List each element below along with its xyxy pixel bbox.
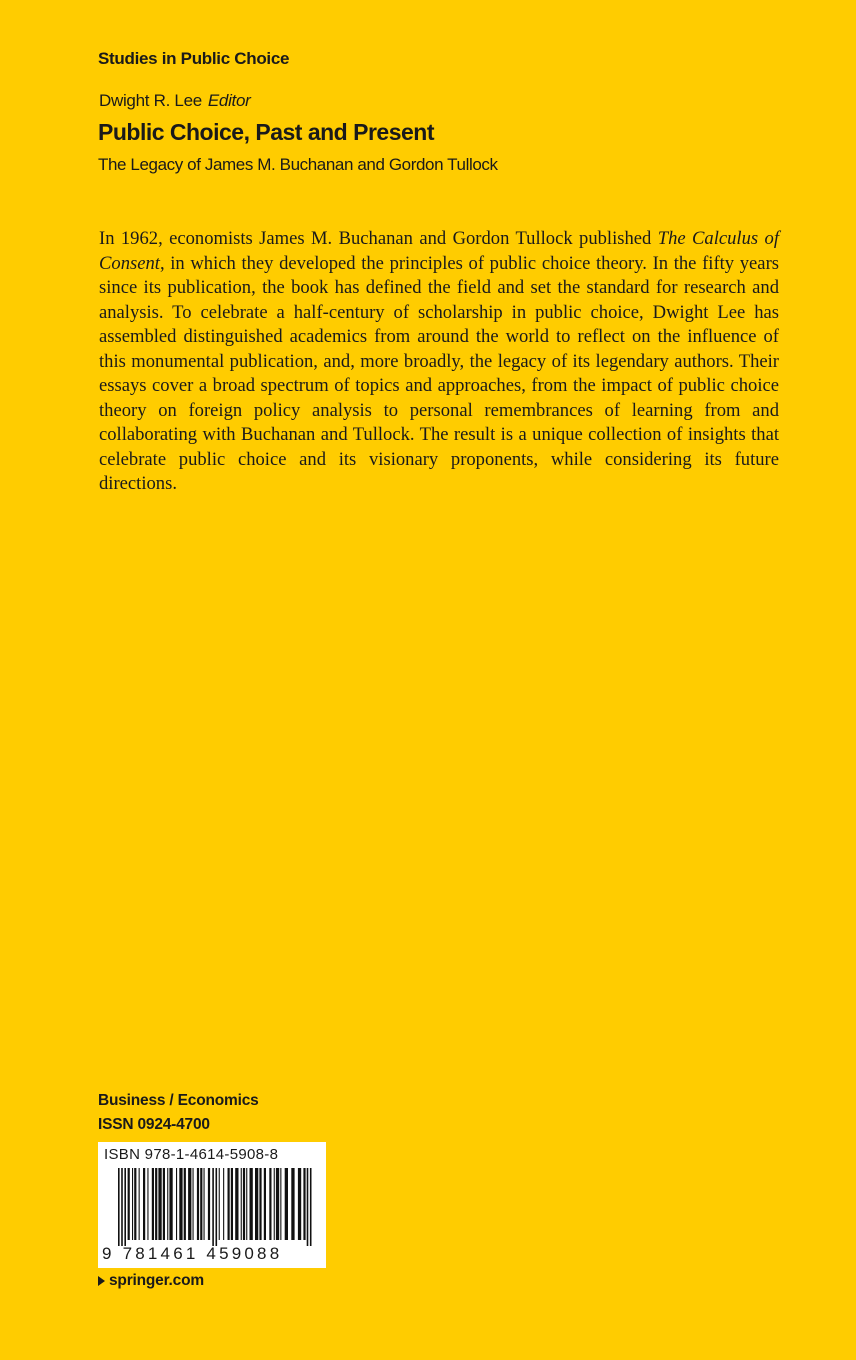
editor-role: Editor — [207, 91, 251, 110]
book-title: Public Choice, Past and Present — [98, 119, 434, 145]
book-subtitle: The Legacy of James M. Buchanan and Gordon Tullock — [98, 155, 498, 174]
editor-name: Dwight R. Lee — [99, 91, 202, 110]
issn-number: ISSN 0924-4700 — [98, 1116, 210, 1133]
blurb-part-2: , in which they developed the principles of public choice theory. In the fifty years since its publication, the book has defined the field and set the standard for research and analysis. To celebrate a half-century of scholarship in public choice, Dwight Lee has assembled distinguished academics from around the world to reflect on the influence of this monumental publication, and, more broadly, the legacy of its legendary authors. Their essays cover a broad spectrum of topics and approaches, from the impact of public choice theory on foreign policy analysis to personal remembrances of learning from and collaborating with Buchanan and Tullock. The result is a unique collection of insights that celebrate public choice and its visionary proponents, while considering its future directions. — [99, 252, 779, 494]
series-name: Studies in Public Choice — [98, 49, 290, 68]
editor-line — [99, 91, 250, 111]
blurb-book-title: The Calculus of Consent — [99, 228, 779, 274]
blurb-part-1: In 1962, economists James M. Buchanan and Gordon Tullock published — [99, 228, 658, 249]
publisher-website[interactable] — [98, 1272, 204, 1290]
website-text: springer.com — [109, 1272, 204, 1289]
isbn-label: ISBN 978-1-4614-5908-8 — [104, 1146, 279, 1163]
barcode-box — [98, 1142, 326, 1268]
arrow-right-icon — [98, 1276, 105, 1286]
subject-category: Business / Economics — [98, 1092, 259, 1109]
barcode-digits: 9 781461 459088 — [102, 1244, 283, 1263]
blurb-text — [99, 227, 779, 497]
